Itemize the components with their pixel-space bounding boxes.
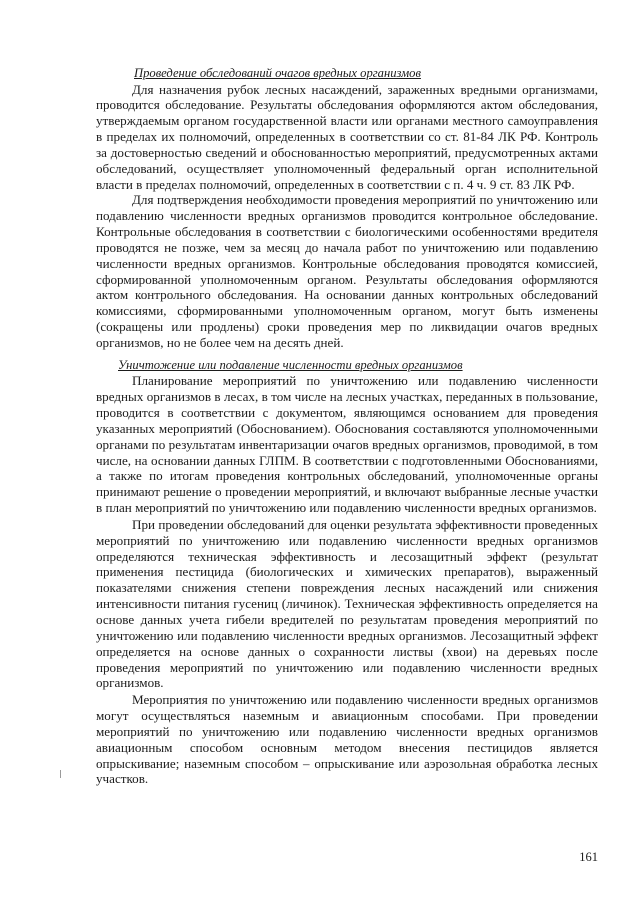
paragraph: Мероприятия по уничтожению или подавлению численности вредных организмов могут осуществляться наземным и авиационным способами. При проведении мероприятий по уничтожению или подавлению численности вредных организмов авиационным способом основным методом внесения пестицидов является опрыскивание; наземным способом – опрыскивание или аэрозольная обработка лесных участков. <box>96 692 598 787</box>
paragraph: При проведении обследований для оценки результата эффективности проведенных мероприятий по уничтожению или подавлению численности вредных организмов определяются техническая эффективность и лесозащитный эффект (результат применения пестицида (биологических и химических препаратов), выраженный показателями снижения степени повреждения лесных насаждений или снижения интенсивности питания гусениц (личинок). Техническая эффективность определяется на основе данных учета гибели вредителей по результатам проведения мероприятий по уничтожению или подавлению численности вредных организмов. Лесозащитный эффект определяется на основе данных о сохранности листвы (хвои) на деревьях после проведения мероприятий по уничтожению или подавлению численности вредных организмов. <box>96 516 598 691</box>
section-heading-pest-control: Уничтожение или подавление численности вредных организмов <box>118 357 463 372</box>
page-content <box>96 66 598 787</box>
scan-artifact-mark <box>60 770 61 778</box>
paragraph: Для назначения рубок лесных насаждений, зараженных вредными организмами, проводится обследование. Результаты обследования оформляются актом обследования, утверждаемым органом государственной власти или органами местного самоуправления в пределах их полномочий, определенных в соответствии со ст. 81-84 ЛК РФ. Контроль за достоверностью сведений и обоснованностью мероприятий, предусмотренных актами обследований, осуществляет уполномоченный федеральный орган исполнительной власти в пределах полномочий, определенных в соответствии с п. 4 ч. 9 ст. 83 ЛК РФ. <box>96 81 598 192</box>
paragraph: Для подтверждения необходимости проведения мероприятий по уничтожению или подавлению численности вредных организмов проводится контрольное обследование. Контрольные обследования в соответствии с биологическими особенностями вредителя проводятся не позже, чем за месяц до начала работ по уничтожению или подавлению численности вредных организмов. Контрольные обследования проводятся комиссией, сформированной уполномоченным органом. Результаты обследования оформляются актом контрольного обследования. На основании данных контрольных обследований комиссиями, сформированными уполномоченным органом, могут быть изменены (сокращены или продлены) сроки проведения мер по ликвидации очагов вредных организмов, но не более чем на десять дней. <box>96 192 598 350</box>
paragraph: Планирование мероприятий по уничтожению или подавлению численности вредных организмов в лесах, в том числе на лесных участках, переданных в пользование, проводится в соответствии с документом, являющимся основанием для проведения указанных мероприятий (Обоснованием). Обоснования составляются уполномоченными органами по результатам инвентаризации очагов вредных организмов, проводимой, в том числе, на основании данных ГЛПМ. В соответствии с подготовленными Обоснованиями, а также по итогам проведения контрольных обследований, уполномоченные органы принимают решение о проведении мероприятий, и включают выбранные лесные участки в план мероприятий по уничтожению или подавлению численности вредных организмов. <box>96 373 598 516</box>
section-heading-surveys: Проведение обследований очагов вредных организмов <box>134 66 421 80</box>
page-number: 161 <box>579 850 598 864</box>
